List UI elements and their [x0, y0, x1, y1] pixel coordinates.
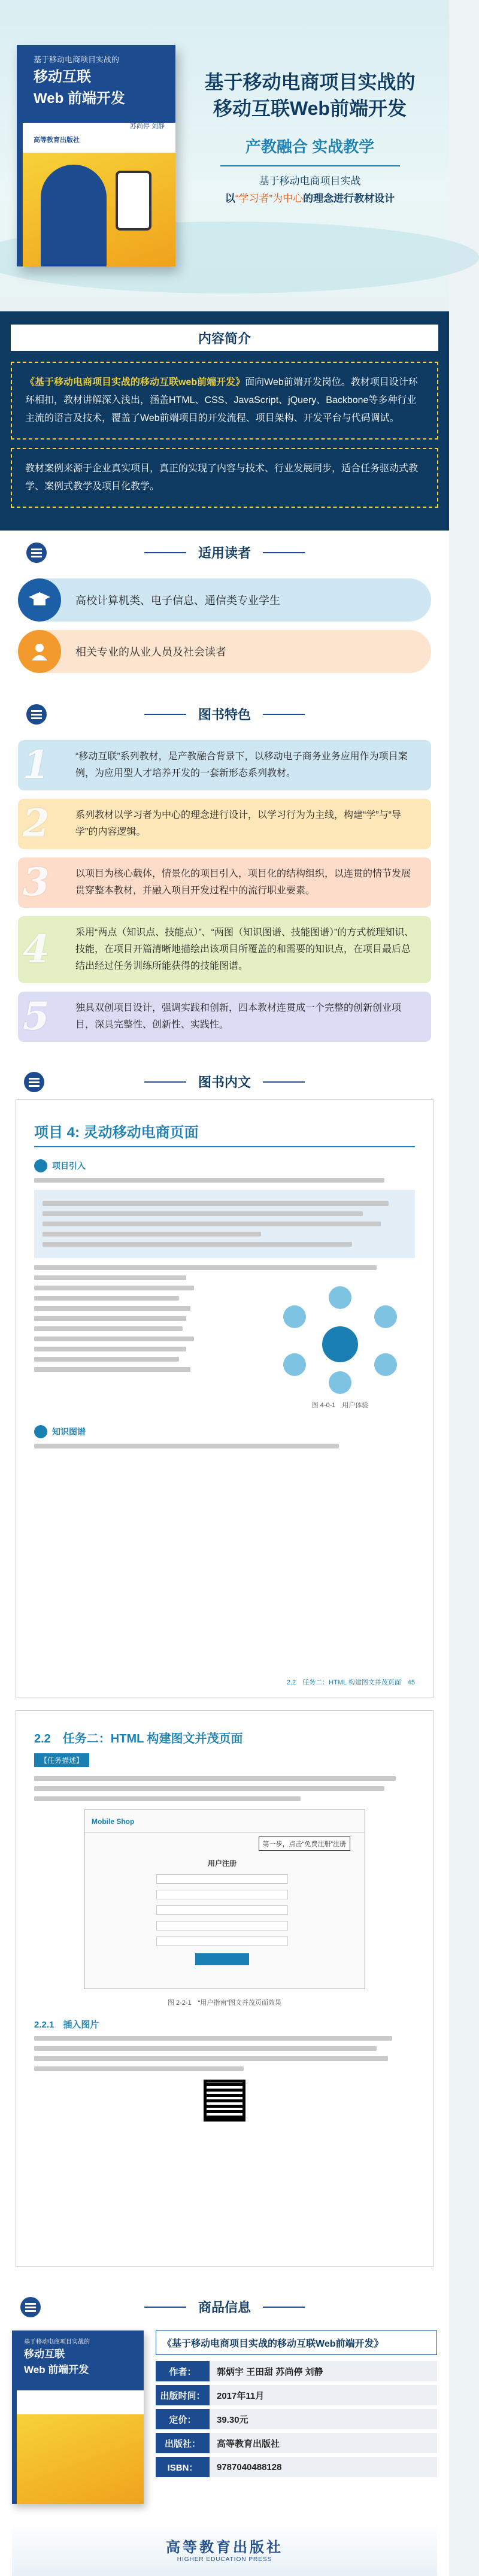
text-line: [43, 1201, 389, 1206]
product-cover: [12, 2330, 144, 2504]
qr-code-icon: [204, 2080, 245, 2122]
text-line: [34, 1776, 396, 1781]
info-row: [156, 2409, 437, 2429]
cover-title-2: Web 前端开发: [34, 90, 125, 107]
dialogue-box: [34, 1190, 415, 1258]
person-icon: [18, 630, 61, 673]
features-header: [18, 696, 431, 732]
readers-heading: 适用读者: [144, 543, 305, 562]
form-row: [156, 1890, 288, 1899]
publisher-logo: [166, 2535, 283, 2563]
section-menu-icon: [20, 2297, 41, 2317]
cover-header: [23, 45, 175, 123]
publisher-footer: [12, 2522, 437, 2576]
text-line: [34, 1337, 194, 1341]
feature-number: 4: [23, 927, 50, 972]
content-heading: 图书内文: [144, 1072, 305, 1091]
subsection-title: 2.2.1 插入图片: [34, 2020, 99, 2030]
feature-number: 3: [23, 860, 50, 905]
page-footer: 2.2 任务二：HTML 构建图文并茂页面 45: [286, 1679, 415, 1686]
product-info-table: [156, 2330, 437, 2504]
section-menu-icon: [26, 704, 47, 725]
intro-paragraph-2: 教材案例来源于企业真实项目，真正的实现了内容与技术、行业发展同步，适合任务驱动式教学、案例式教学及项目化教学。: [11, 448, 438, 508]
text-line: [34, 1326, 183, 1331]
screenshot-form: [156, 1858, 288, 1965]
feature-text: 独具双创项目设计，强调实践和创新，四本教材连贯成一个完整的创新创业项目，深具完整性、创新性、实践性。: [75, 1003, 402, 1030]
product-header: [12, 2289, 437, 2325]
product-cover-title: Web 前端开发: [24, 2364, 89, 2375]
feature-text: 系列教材以学习者为中心的理念进行设计，以学习行为为主线，构建“学”与“导学”的内容逻辑。: [75, 810, 401, 837]
info-value: 2017年11月: [210, 2385, 437, 2405]
hero-title-block: [189, 69, 431, 205]
info-row: [156, 2433, 437, 2453]
intro-paragraph-1: [11, 362, 438, 440]
text-line: [34, 1444, 339, 1448]
section-heading: 项目引入: [34, 1159, 415, 1172]
intro-section: [0, 311, 449, 531]
hero-title-2: 移动互联Web前端开发: [213, 98, 407, 119]
reader-item-label: 相关专业的从业人员及社会读者: [75, 646, 226, 658]
task-desc-label: 【任务描述】: [34, 1753, 89, 1767]
feature-item: [18, 857, 431, 908]
hero-sub-1: 基于移动电商项目实战: [259, 175, 361, 187]
reader-item: [18, 630, 431, 673]
sub2-prefix: 以: [225, 193, 235, 204]
form-button: [195, 1953, 249, 1965]
sample-page-1: [16, 1099, 433, 1698]
cover-authors: [123, 112, 165, 131]
sample-page-2: [16, 1710, 433, 2267]
form-title: 用户注册: [207, 1859, 237, 1868]
phone-icon: [116, 171, 151, 231]
product-heading: 商品信息: [144, 2298, 305, 2316]
graduation-cap-icon: [18, 578, 61, 622]
product-section: [0, 2285, 449, 2576]
diagram-node: [329, 1371, 351, 1394]
info-key: 作者：: [156, 2361, 210, 2381]
cover-publisher: 高等教育出版社: [34, 137, 80, 144]
readers-header: [18, 534, 431, 570]
text-line: [43, 1222, 381, 1226]
info-key: 定价：: [156, 2409, 210, 2429]
info-row: [156, 2385, 437, 2405]
info-key: 出版社：: [156, 2433, 210, 2453]
cover-author-line: 郭炳宇 王田甜: [123, 113, 165, 120]
screenshot-figure: [84, 1810, 365, 1989]
diagram-node: [374, 1353, 397, 1376]
hero-sub-2: [189, 190, 431, 205]
feature-item: [18, 740, 431, 790]
logo-cn: 高等教育出版社: [166, 2538, 283, 2556]
product-cover-art: [17, 2414, 144, 2504]
screenshot-header: Mobile Shop: [84, 1810, 365, 1833]
text-line: [34, 1306, 190, 1311]
intro-heading: 内容简介: [11, 325, 438, 351]
hero-divider: [220, 165, 400, 166]
text-line: [34, 1265, 377, 1270]
cover-author-line: 苏尚停 刘静: [129, 123, 165, 130]
hero-banner: [0, 0, 449, 311]
text-line: [43, 1211, 363, 1216]
hero-title-1: 基于移动电商项目实战的: [204, 71, 416, 93]
product-cover-title: 移动互联: [24, 2348, 65, 2360]
sub2-suffix: 的理念进行教材设计: [303, 193, 395, 204]
text-line: [34, 2036, 392, 2041]
diagram-core: [322, 1326, 358, 1362]
info-row: [156, 2361, 437, 2381]
project-title: 项目 4: 灵动移动电商页面: [34, 1120, 415, 1147]
text-line: [34, 1316, 186, 1321]
text-line: [43, 1242, 352, 1247]
form-row: [156, 1921, 288, 1931]
features-heading: 图书特色: [144, 705, 305, 723]
text-line: [34, 2046, 377, 2051]
reader-item: [18, 578, 431, 622]
product-cover-category: 基于移动电商项目实战的: [24, 2339, 90, 2345]
text-line: [34, 1796, 301, 1801]
text-line: [43, 1232, 261, 1237]
screenshot-callout: 第一步，点击“免费注册”注册: [259, 1836, 350, 1851]
text-line: [34, 1275, 186, 1280]
content-header: [16, 1063, 433, 1099]
text-line: [34, 1347, 186, 1351]
feature-number: 2: [23, 801, 50, 846]
diagram-node: [329, 1286, 351, 1309]
text-line: [34, 2066, 244, 2071]
info-value: 39.30元: [210, 2409, 437, 2429]
text-line: [34, 1357, 179, 1362]
book-cover: [17, 45, 175, 266]
product-cover-header: [17, 2330, 144, 2390]
figure-caption: 图 2-2-1 “用户指南”图文并茂页面效果: [167, 1999, 282, 2007]
info-key: ISBN：: [156, 2457, 210, 2477]
form-row: [156, 1905, 288, 1915]
content-section: [0, 1060, 449, 2285]
feature-number: 1: [23, 743, 50, 787]
feature-text: 采用“两点（知识点、技能点）”、“两图（知识图谱、技能图谱）”的方式梳理知识、技能，在项目开篇清晰地描绘出该项目所覆盖的和需要的知识点，在项目最后总结出经过任务训练所能获得的技能图谱。: [75, 928, 414, 971]
section-menu-icon: [24, 1072, 44, 1092]
form-row: [156, 1936, 288, 1946]
feature-item: [18, 799, 431, 849]
info-key: 出版时间：: [156, 2385, 210, 2405]
diagram-caption: 图 4-0-1 用户体验: [311, 1402, 369, 1409]
section-heading: 知识图谱: [34, 1425, 415, 1438]
sub2-highlight: “学习者”为中心: [235, 193, 304, 204]
readers-section: [0, 531, 449, 691]
feature-item: [18, 992, 431, 1042]
cover-title-1: 移动互联: [34, 69, 91, 85]
info-value: 高等教育出版社: [210, 2433, 437, 2453]
diagram-node: [283, 1353, 306, 1376]
product-name: 《基于移动电商项目实战的移动互联Web前端开发》: [156, 2330, 437, 2355]
text-line: [34, 1786, 384, 1791]
intro-text: 面向Web前端开发岗位。教材项目设计环环相扣，教材讲解深入浅出，涵盖HTML、CSS、JavaScript、jQuery、Backbone等多种行业主流的语言及技术，覆盖了Web前端项目的开发流程、项目架构、开发平台与代码调试。: [25, 377, 418, 423]
feature-number: 5: [23, 994, 50, 1039]
reader-item-label: 高校计算机类、电子信息、通信类专业学生: [75, 595, 280, 607]
info-row: [156, 2457, 437, 2477]
task-title: 2.2 任务二：HTML 构建图文并茂页面: [34, 1732, 243, 1745]
text-line: [34, 1178, 384, 1183]
feature-text: 以项目为核心载体，情景化的项目引入，项目化的结构组织，以连贯的情节发展贯穿整本教材，并融入项目开发过程中的流行职业要素。: [75, 869, 411, 896]
diagram-node: [283, 1305, 306, 1328]
text-line: [34, 2056, 388, 2061]
person-figure: [41, 165, 107, 266]
product-body: [12, 2325, 437, 2504]
cover-category: 基于移动电商项目实战的: [34, 55, 120, 64]
user-experience-diagram: [265, 1281, 415, 1407]
intro-book-title: 《基于移动电商项目实战的移动互联web前端开发》: [25, 377, 245, 387]
features-section: [0, 691, 449, 1060]
diagram-node: [374, 1305, 397, 1328]
feature-text: “移动互联”系列教材，是产教融合背景下，以移动电子商务业务应用作为项目案例，为应用型人才培养开发的一套新形态系列教材。: [75, 751, 408, 778]
cover-illustration: [23, 153, 175, 266]
info-value: 郭炳宇 王田甜 苏尚停 刘静: [210, 2361, 437, 2381]
text-line: [34, 1296, 179, 1301]
section-menu-icon: [26, 543, 47, 563]
logo-en: HIGHER EDUCATION PRESS: [177, 2556, 272, 2563]
info-value: 9787040488128: [210, 2457, 437, 2477]
feature-item: [18, 916, 431, 983]
hero-tagline: 产教融合 实战教学: [245, 138, 375, 156]
text-line: [34, 1286, 194, 1290]
form-row: [156, 1874, 288, 1884]
text-line: [34, 1367, 190, 1372]
